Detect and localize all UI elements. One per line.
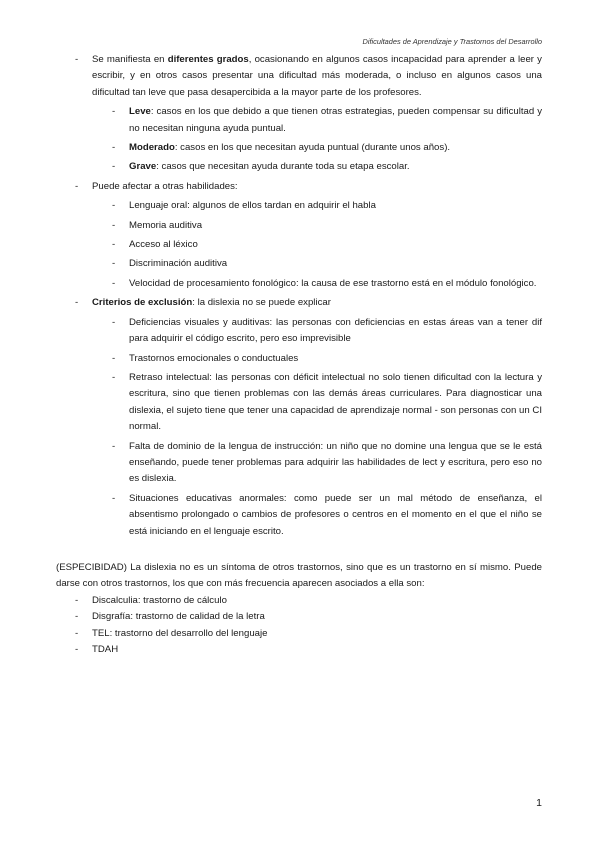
- dash-marker: -: [112, 316, 116, 328]
- dash-marker: -: [112, 258, 116, 270]
- sub-bullet-grave: [56, 159, 542, 175]
- dash-marker: -: [112, 440, 116, 452]
- list-item-text: Acceso al léxico: [129, 239, 198, 251]
- grado-text: : casos en los que debido a que tienen otras estrategias, pueden compensar su dificultad y no necesitan ninguna ayuda puntual.: [129, 106, 542, 134]
- dash-marker: -: [75, 644, 79, 655]
- list-item: [56, 491, 542, 540]
- dash-marker: -: [75, 54, 79, 65]
- list-item-text: Falta de dominio de la lengua de instrucción: un niño que no domine una lengua que se le está enseñando, puede tener problemas para adquirir las habilidades de lect y escritura, pero eso no es dislexia.: [129, 440, 542, 485]
- list-item: [56, 256, 542, 272]
- grado-label: Grave: [129, 161, 157, 173]
- bullet-grados: [56, 52, 542, 101]
- list-item-text: Lenguaje oral: algunos de ellos tardan en adquirir el habla: [129, 200, 376, 212]
- dash-marker: -: [112, 492, 116, 504]
- list-item: [56, 626, 542, 642]
- dash-marker: -: [112, 239, 116, 251]
- list-item-text: Disgrafía: trastorno de calidad de la letra: [92, 611, 265, 623]
- grado-label: Leve: [129, 106, 151, 118]
- especificidad-paragraph: (ESPECIBIDAD) La dislexia no es un síntoma de otros trastornos, sino que es un trastorno en sí mismo. Puede darse con otros trastornos, los que con más frecuencia aparecen asociados a ella son:: [56, 561, 542, 590]
- dash-marker: -: [112, 161, 116, 173]
- dash-marker: -: [112, 219, 116, 231]
- grado-text: : casos en los que necesitan ayuda puntual (durante unos años).: [174, 142, 451, 154]
- list-item: [56, 237, 542, 253]
- dash-marker: -: [112, 371, 116, 383]
- list-item: [56, 276, 542, 292]
- list-item-text: Discriminación auditiva: [129, 258, 228, 270]
- list-item-text: Situaciones educativas anormales: como puede ser un mal método de enseñanza, el absentismo prolongado o cambios de profesores o centros en el momento en el que el niño se está iniciando en el lenguaje escrito.: [129, 492, 542, 537]
- list-item-text: Retraso intelectual: las personas con déficit intelectual no solo tienen dificultad con la lectura y escritura, sino que tienen problemas con las demás áreas curriculares. Para diagnosticar una dislexia, el sujeto tiene que tener una capacidad de aprendizaje normal - son personas con un CI normal.: [129, 371, 542, 433]
- dash-marker: -: [112, 106, 116, 118]
- list-item-text: Deficiencias visuales y auditivas: las personas con deficiencias en estas áreas van a tener dif para adquirir el código escrito, pero eso imprevisible: [129, 316, 542, 345]
- sub-bullet-leve: [56, 104, 542, 137]
- list-item-text: TDAH: [92, 644, 119, 655]
- list-item-text: Memoria auditiva: [129, 219, 203, 231]
- grado-label: Moderado: [129, 142, 175, 154]
- list-item: [56, 351, 542, 367]
- list-item: [56, 642, 542, 658]
- page-number: 1: [536, 797, 542, 809]
- list-item: [56, 198, 542, 214]
- list-item-text: TEL: trastorno del desarrollo del lenguaje: [92, 627, 268, 639]
- list-item-text: Velocidad de procesamiento fonológico: la causa de ese trastorno está en el módulo fonológico.: [129, 277, 537, 289]
- dash-marker: -: [112, 200, 116, 212]
- dash-marker: -: [112, 277, 116, 289]
- list-item: [56, 370, 542, 436]
- list-item: [56, 315, 542, 348]
- intro-bold: diferentes grados: [167, 54, 249, 65]
- dash-marker: -: [75, 180, 79, 192]
- list-item: [56, 439, 542, 488]
- grado-text: : casos que necesitan ayuda durante toda su etapa escolar.: [156, 161, 410, 173]
- list-item: [56, 218, 542, 234]
- bullet-criterios: [56, 295, 542, 311]
- dash-marker: -: [112, 142, 116, 154]
- dash-marker: -: [75, 611, 79, 623]
- afecta-title: Puede afectar a otras habilidades:: [92, 180, 238, 192]
- list-item-text: Trastornos emocionales o conductuales: [129, 352, 299, 364]
- sub-bullet-moderado: [56, 140, 542, 156]
- dash-marker: -: [75, 627, 79, 639]
- document-body: [56, 52, 542, 658]
- criterios-text: : la dislexia no se puede explicar: [192, 297, 331, 309]
- dash-marker: -: [112, 352, 116, 364]
- dash-marker: -: [75, 297, 79, 309]
- intro-pre: Se manifiesta en: [92, 54, 168, 65]
- dash-marker: -: [75, 594, 79, 606]
- bullet-afecta: [56, 179, 542, 195]
- list-item: [56, 609, 542, 625]
- running-header: Dificultades de Aprendizaje y Trastornos del Desarrollo: [362, 37, 542, 46]
- list-item-text: Discalculia: trastorno de cálculo: [92, 594, 227, 606]
- intro-post: , ocasionando en algunos casos incapacidad para aprender a leer y escribir, y en otros casos presentar una dificultad más moderada, o incluso en algunos casos una dificultad tan leve que pasa desapercibida a la mayor parte de los profesores.: [92, 54, 542, 98]
- criterios-label: Criterios de exclusión: [92, 297, 193, 309]
- list-item: [56, 593, 542, 609]
